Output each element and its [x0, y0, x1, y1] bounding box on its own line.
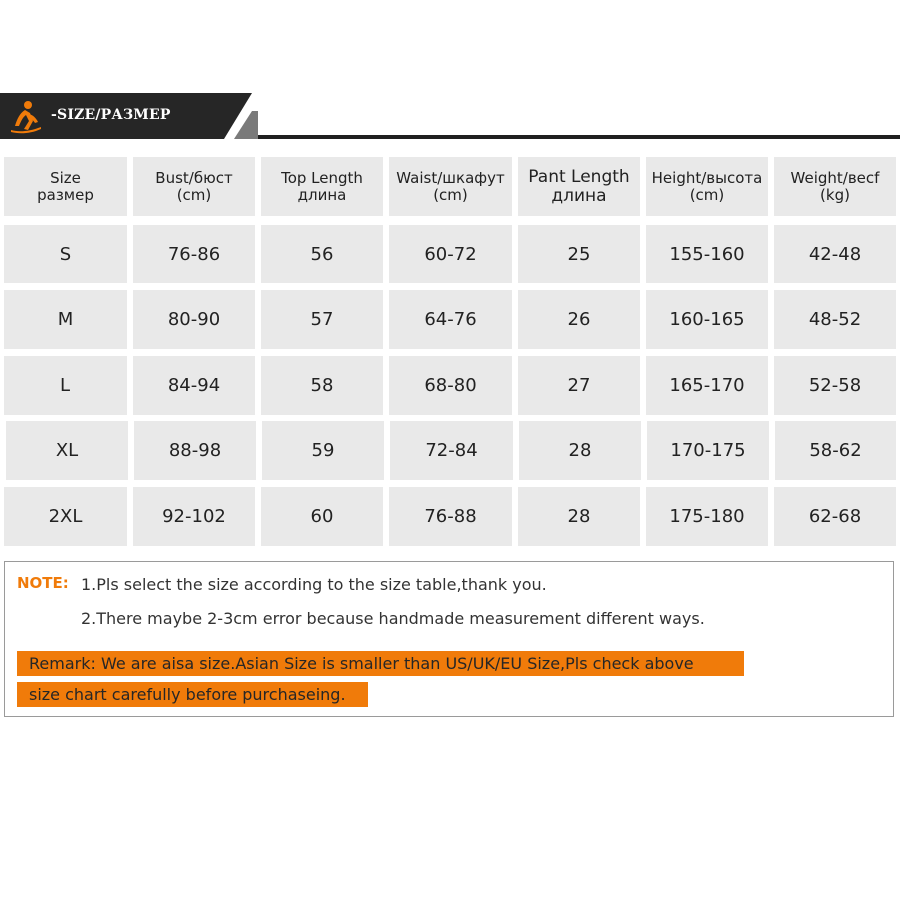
- header-divider: [258, 135, 900, 139]
- table-cell-top-length: [261, 356, 383, 415]
- cell-value: 25: [567, 243, 591, 265]
- cell-value: 88-98: [168, 440, 222, 461]
- header-label: Waist/шкафут: [396, 168, 505, 187]
- cell-value: 165-170: [669, 375, 745, 396]
- table-cell-height: [646, 487, 768, 546]
- cell-value: 27: [567, 375, 591, 396]
- header-label: Size: [50, 168, 81, 187]
- cell-value: 52-58: [808, 375, 862, 396]
- table-cell-size: [4, 487, 127, 546]
- table-cell-weight: [775, 421, 896, 480]
- cell-value: 68-80: [424, 375, 477, 396]
- header-sublabel: длина: [297, 185, 347, 204]
- table-cell-bust: [133, 487, 255, 546]
- cell-value: 42-48: [808, 243, 862, 265]
- note-line: 2.There maybe 2-3cm error because handmade measurement different ways.: [81, 609, 705, 628]
- table-cell-weight: [774, 290, 896, 349]
- note-label: NOTE:: [17, 574, 69, 592]
- table-cell-top-length: [261, 290, 383, 349]
- header-label: Height/высота: [651, 168, 763, 187]
- cell-value: 58-62: [809, 440, 862, 461]
- table-cell-size: [4, 225, 127, 283]
- table-cell-bust: [133, 290, 255, 349]
- header-cell-weight: [774, 157, 896, 216]
- cell-value: 48-52: [808, 309, 862, 330]
- table-cell-waist: [389, 487, 512, 546]
- cell-value: 56: [310, 243, 334, 265]
- cell-value: 59: [311, 440, 335, 461]
- banner-title: -SIZE/РАЗМЕР: [51, 107, 171, 123]
- cell-value: 155-160: [669, 243, 745, 265]
- table-cell-top-length: [261, 225, 383, 283]
- header-cell-bust: [133, 157, 255, 216]
- table-cell-bust: [134, 421, 256, 480]
- header-cell-size: [4, 157, 127, 216]
- header-cell-top-length: [261, 157, 383, 216]
- table-cell-top-length: [262, 421, 384, 480]
- header-label: Weight/весf: [790, 168, 880, 187]
- cell-value: 28: [568, 440, 592, 461]
- cell-value: 80-90: [167, 309, 221, 330]
- cell-value: 170-175: [670, 440, 746, 461]
- size-banner: [0, 93, 258, 139]
- running-figure-logo-icon: [8, 99, 44, 135]
- table-cell-weight: [774, 487, 896, 546]
- header-sublabel: (kg): [820, 185, 850, 204]
- cell-value: 92-102: [162, 506, 226, 527]
- table-cell-height: [646, 290, 768, 349]
- header-sublabel: (cm): [433, 185, 468, 204]
- table-cell-height: [647, 421, 769, 480]
- table-cell-bust: [133, 356, 255, 415]
- note-box: [4, 561, 894, 717]
- header-sublabel: размер: [37, 185, 94, 204]
- header-cell-height: [646, 157, 768, 216]
- cell-value: 175-180: [669, 506, 745, 527]
- cell-value: L: [60, 375, 71, 396]
- note-line: 1.Pls select the size according to the size table,thank you.: [81, 575, 547, 594]
- table-cell-size: [4, 290, 127, 349]
- table-cell-waist: [390, 421, 513, 480]
- cell-value: 64-76: [424, 309, 477, 330]
- table-cell-bust: [133, 225, 255, 283]
- cell-value: 160-165: [669, 309, 745, 330]
- table-cell-pant-length: [518, 487, 640, 546]
- header-sublabel: (cm): [176, 185, 212, 204]
- header-sublabel: (cm): [689, 185, 725, 204]
- cell-value: 2XL: [48, 506, 83, 527]
- table-cell-pant-length: [519, 421, 641, 480]
- header-label: Top Length: [281, 168, 363, 187]
- table-cell-weight: [774, 225, 896, 283]
- table-cell-size: [4, 356, 127, 415]
- table-cell-waist: [389, 356, 512, 415]
- cell-value: 60-72: [424, 243, 477, 265]
- cell-value: 58: [310, 375, 334, 396]
- table-cell-pant-length: [518, 225, 640, 283]
- cell-value: 72-84: [425, 440, 478, 461]
- header-cell-pant-length: [518, 157, 640, 216]
- cell-value: 84-94: [167, 375, 221, 396]
- table-cell-height: [646, 225, 768, 283]
- cell-value: 76-88: [424, 506, 477, 527]
- table-cell-size: [6, 421, 128, 480]
- cell-value: 60: [310, 506, 334, 527]
- table-cell-height: [646, 356, 768, 415]
- table-cell-pant-length: [518, 290, 640, 349]
- cell-value: 76-86: [167, 243, 221, 265]
- table-cell-pant-length: [518, 356, 640, 415]
- cell-value: XL: [55, 440, 79, 461]
- header-sublabel: длина: [551, 185, 607, 206]
- header-cell-waist: [389, 157, 512, 216]
- remark-highlight: Remark: We are aisa size.Asian Size is smaller than US/UK/EU Size,Pls check above: [17, 651, 744, 676]
- table-cell-waist: [389, 225, 512, 283]
- header-label: Bust/бюст: [155, 168, 233, 187]
- cell-value: 57: [310, 309, 334, 330]
- cell-value: 28: [567, 506, 591, 527]
- cell-value: S: [59, 243, 72, 265]
- remark-highlight: size chart carefully before purchaseing.: [17, 682, 368, 707]
- cell-value: 26: [567, 309, 591, 330]
- table-cell-top-length: [261, 487, 383, 546]
- table-cell-waist: [389, 290, 512, 349]
- cell-value: 62-68: [808, 506, 862, 527]
- table-cell-weight: [774, 356, 896, 415]
- cell-value: M: [57, 309, 74, 330]
- header-label: Pant Length: [528, 166, 630, 187]
